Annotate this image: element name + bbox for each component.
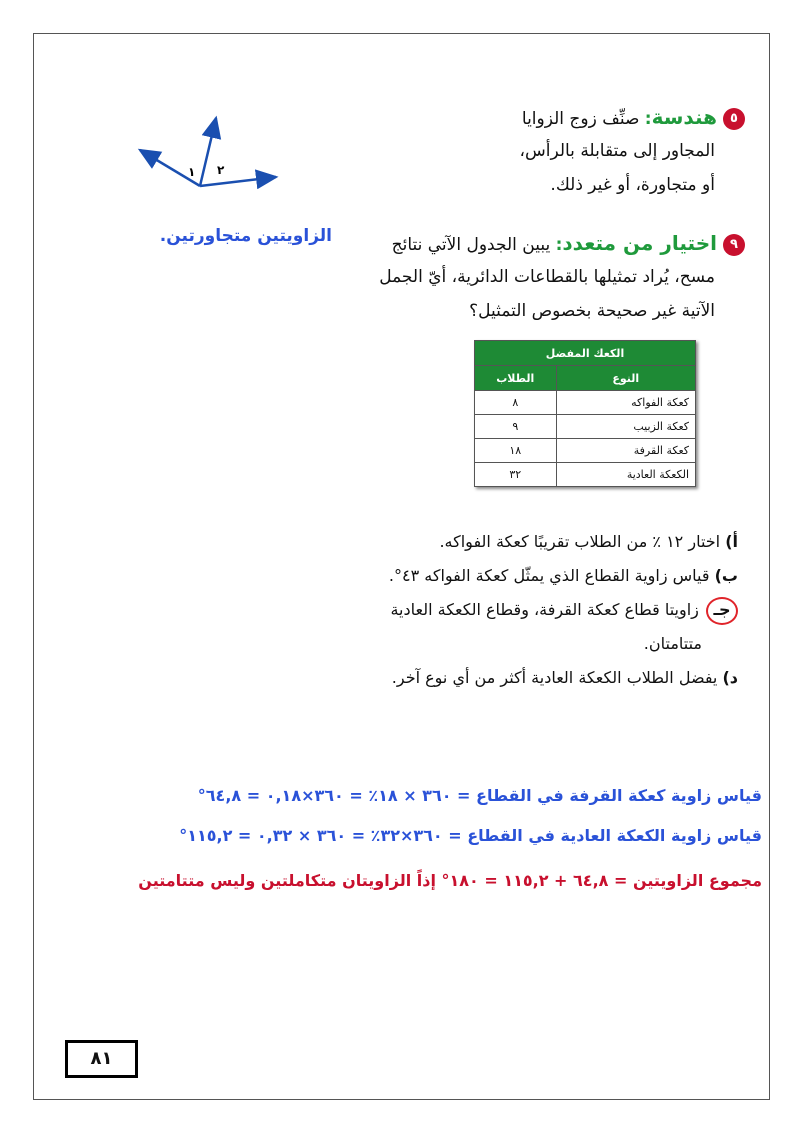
table-header: الطلاب <box>475 366 557 391</box>
question-text: أو متجاورة، أو غير ذلك. <box>550 175 715 195</box>
table-cell-count: ٨ <box>475 391 557 415</box>
question-text: صنِّف زوج الزوايا <box>521 109 640 129</box>
table-title: الكعك المفضل <box>475 341 696 366</box>
question-topic: اختيار من متعدد <box>562 231 717 255</box>
question-5: ٥هندسة: صنِّف زوج الزوايا المجاور إلى متقابلة بالرأس، أو متجاورة، أو غير ذلك. <box>385 100 745 202</box>
table-cell-type: كعكة الزبيب <box>556 415 695 439</box>
question-text: الآتية غير صحيحة بخصوص التمثيل؟ <box>469 301 715 321</box>
question-topic: هندسة <box>651 105 717 129</box>
ray-right <box>200 177 276 186</box>
angle-diagram <box>130 108 290 198</box>
angle-label-2: ٢ <box>217 163 225 177</box>
option-c: جـ زاويتا قطاع كعكة القرفة، وقطاع الكعكة العادية <box>378 593 738 627</box>
cake-table <box>474 340 696 487</box>
solution-line-3: مجموع الزاويتين = ٦٤,٨ + ١١٥,٢ = ١٨٠° إذاً الزاويتان متكاملتين وليس متتامتين <box>138 871 762 890</box>
table-cell-count: ١٨ <box>475 439 557 463</box>
option-b: ب) قياس زاوية القطاع الذي يمثّل كعكة الفواكه ٤٣°. <box>388 566 738 585</box>
table-cell-type: كعكة الفواكه <box>556 391 695 415</box>
question-9: ٩اختيار من متعدد: يبين الجدول الآتي نتائج مسح، يُراد تمثيلها بالقطاعات الدائرية، أيّ الجمل الآتية غير صحيحة بخصوص التمثيل؟ <box>365 226 745 328</box>
options-list <box>378 525 738 695</box>
option-c-continued: متتامتان. <box>643 634 702 653</box>
selected-answer-circle: جـ <box>706 597 738 625</box>
table-row <box>475 439 696 463</box>
angle-label-1: ١ <box>188 165 196 179</box>
table-cell-type: الكعكة العادية <box>556 463 695 487</box>
ray-up <box>200 118 216 186</box>
question-text: يبين الجدول الآتي نتائج <box>391 235 551 255</box>
solution-line-1: قياس زاوية كعكة القرفة في القطاع = ٣٦٠ × ١٨٪ = ٣٦٠×٠,١٨ = ٦٤,٨° <box>197 786 762 805</box>
question-text: مسح، يُراد تمثيلها بالقطاعات الدائرية، أيّ الجمل <box>379 267 715 287</box>
option-d: د) يفضل الطلاب الكعكة العادية أكثر من أي نوع آخر. <box>391 668 738 687</box>
table-row <box>475 391 696 415</box>
page-number: ٨١ <box>65 1040 138 1078</box>
question-number: ٥ <box>723 108 745 130</box>
table-cell-count: ٣٢ <box>475 463 557 487</box>
question-text: المجاور إلى متقابلة بالرأس، <box>519 141 715 161</box>
solution-line-2: قياس زاوية الكعكة العادية في القطاع = ٣٦٠×٣٢٪ = ٣٦٠ × ٠,٣٢ = ١١٥,٢° <box>179 826 762 845</box>
option-a: أ) اختار ١٢ ٪ من الطلاب تقريبًا كعكة الفواكه. <box>439 532 738 551</box>
table-row <box>475 415 696 439</box>
table-header: النوع <box>556 366 695 391</box>
table-cell-count: ٩ <box>475 415 557 439</box>
table-cell-type: كعكة القرفة <box>556 439 695 463</box>
question-number: ٩ <box>723 234 745 256</box>
table-row <box>475 463 696 487</box>
q5-answer: الزاويتين متجاورتين. <box>159 226 332 246</box>
